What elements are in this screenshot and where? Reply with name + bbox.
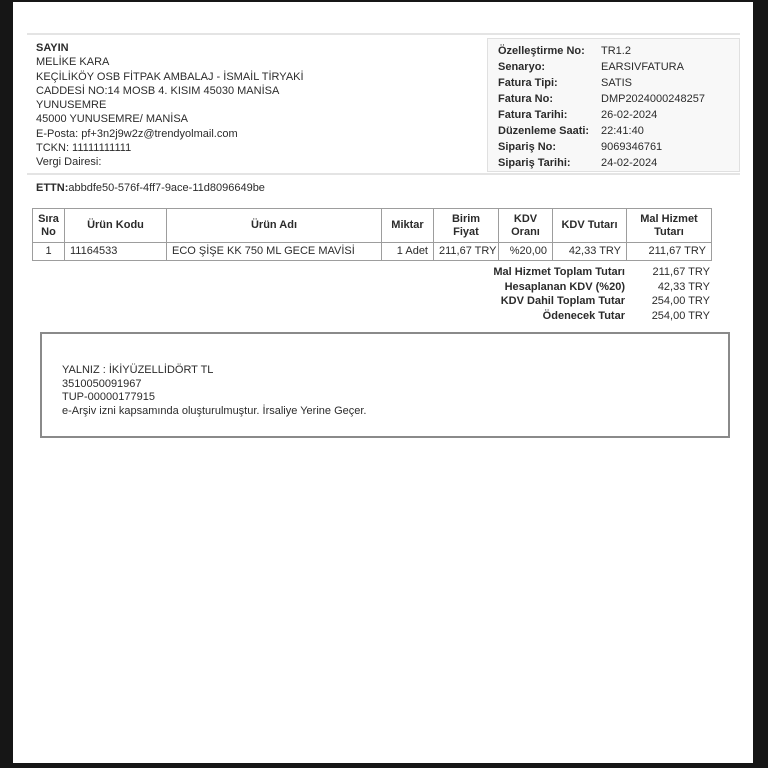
info-label: Sipariş Tarihi: (498, 157, 571, 169)
cell-sira-no: 1 (33, 243, 65, 261)
buyer-name: MELİKE KARA (36, 56, 110, 69)
table-row (33, 243, 712, 261)
totals-label: Hesaplanan KDV (%20) (504, 280, 625, 293)
column-header-mal-hizmet-tutari: Mal Hizmet Tutarı (627, 209, 712, 243)
buyer-address-line: CADDESİ NO:14 MOSB 4. KISIM 45030 MANİSA (36, 84, 280, 97)
buyer-address-line: KEÇİLİKÖY OSB FİTPAK AMBALAJ - İSMAİL TİRYAKİ (36, 70, 304, 83)
info-value: EARSIVFATURA (601, 61, 684, 73)
column-header-miktar: Miktar (382, 209, 434, 243)
info-row-invoice-type (498, 75, 739, 91)
cell-birim-fiyat: 211,67 TRY (434, 243, 499, 261)
info-label: Fatura Tarihi: (498, 109, 568, 121)
info-value: 24-02-2024 (601, 157, 658, 169)
totals-block (380, 265, 710, 323)
totals-value: 211,67 TRY (652, 266, 710, 278)
column-header-urun-kodu: Ürün Kodu (65, 209, 167, 243)
cell-mal-hizmet-tutari: 211,67 TRY (627, 243, 712, 261)
items-table (32, 208, 712, 261)
buyer-tckn: TCKN: 11111111111 (36, 142, 132, 155)
info-value: 26-02-2024 (601, 109, 658, 121)
ettn-separator (27, 173, 740, 175)
amount-in-words: YALNIZ : İKİYÜZELLİDÖRT TL (62, 364, 214, 376)
cell-urun-adi: ECO ŞİŞE KK 750 ML GECE MAVİSİ (167, 243, 382, 261)
items-table-header-row (33, 209, 712, 243)
cell-miktar: 1 Adet (382, 243, 434, 261)
info-value: TR1.2 (601, 45, 631, 57)
info-label: Sipariş No: (498, 141, 557, 153)
totals-label: KDV Dahil Toplam Tutar (500, 295, 625, 308)
column-header-urun-adi: Ürün Adı (167, 209, 382, 243)
info-value: SATIS (601, 77, 632, 89)
totals-label: Mal Hizmet Toplam Tutarı (493, 266, 625, 278)
earsiv-note: e-Arşiv izni kapsamında oluşturulmuştur. İrsaliye Yerine Geçer. (62, 404, 367, 417)
totals-value: 42,33 TRY (657, 280, 710, 293)
info-value: 22:41:40 (601, 125, 644, 137)
totals-row-hesaplanan-kdv (380, 280, 710, 295)
totals-value: 254,00 TRY (651, 309, 710, 322)
invoice-info-panel (487, 38, 740, 172)
column-header-birim-fiyat: Birim Fiyat (434, 209, 499, 243)
top-separator (27, 33, 740, 35)
info-label: Özelleştirme No: (498, 45, 585, 57)
info-row-issue-time (498, 123, 739, 139)
ettn-line (36, 181, 265, 195)
info-row-customization-no (498, 43, 739, 59)
totals-label: Ödenecek Tutar (542, 309, 625, 322)
info-row-order-date (498, 155, 739, 171)
ettn-label: ETTN: (36, 182, 69, 194)
footer-note-box (40, 332, 730, 438)
column-header-kdv-orani: KDV Oranı (499, 209, 553, 243)
info-row-invoice-no (498, 91, 739, 107)
totals-row-odenecek-tutar (380, 309, 710, 324)
cell-kdv-tutari: 42,33 TRY (553, 243, 627, 261)
buyer-address-line: 45000 YUNUSEMRE/ MANİSA (36, 113, 189, 126)
info-value: DMP2024000248257 (601, 93, 705, 105)
info-label: Fatura Tipi: (498, 77, 558, 89)
footer-number-line: 3510050091967 (62, 377, 142, 390)
info-row-order-no (498, 139, 739, 155)
info-value: 9069346761 (601, 141, 663, 153)
buyer-block (36, 41, 304, 170)
buyer-address-line: YUNUSEMRE (36, 99, 107, 112)
info-row-scenario (498, 59, 739, 75)
info-label: Düzenleme Saati: (498, 125, 590, 137)
footer-tup-line: TUP-00000177915 (62, 391, 155, 404)
ettn-value: abbdfe50-576f-4ff7-9ace-11d8096649be (68, 182, 265, 194)
info-row-invoice-date (498, 107, 739, 123)
totals-value: 254,00 TRY (651, 295, 710, 308)
cell-urun-kodu: 11164533 (65, 243, 167, 261)
invoice-page (13, 2, 753, 763)
buyer-email: E-Posta: pf+3n2j9w2z@trendyolmail.com (36, 127, 238, 140)
totals-row-mal-hizmet-toplam (380, 265, 710, 280)
info-label: Fatura No: (498, 93, 553, 105)
totals-row-kdv-dahil-toplam (380, 294, 710, 309)
column-header-kdv-tutari: KDV Tutarı (553, 209, 627, 243)
buyer-salutation: SAYIN (36, 42, 69, 54)
buyer-tax-office: Vergi Dairesi: (36, 156, 102, 169)
info-label: Senaryo: (498, 61, 546, 73)
cell-kdv-orani: %20,00 (499, 243, 553, 261)
column-header-sira-no: Sıra No (33, 209, 65, 243)
